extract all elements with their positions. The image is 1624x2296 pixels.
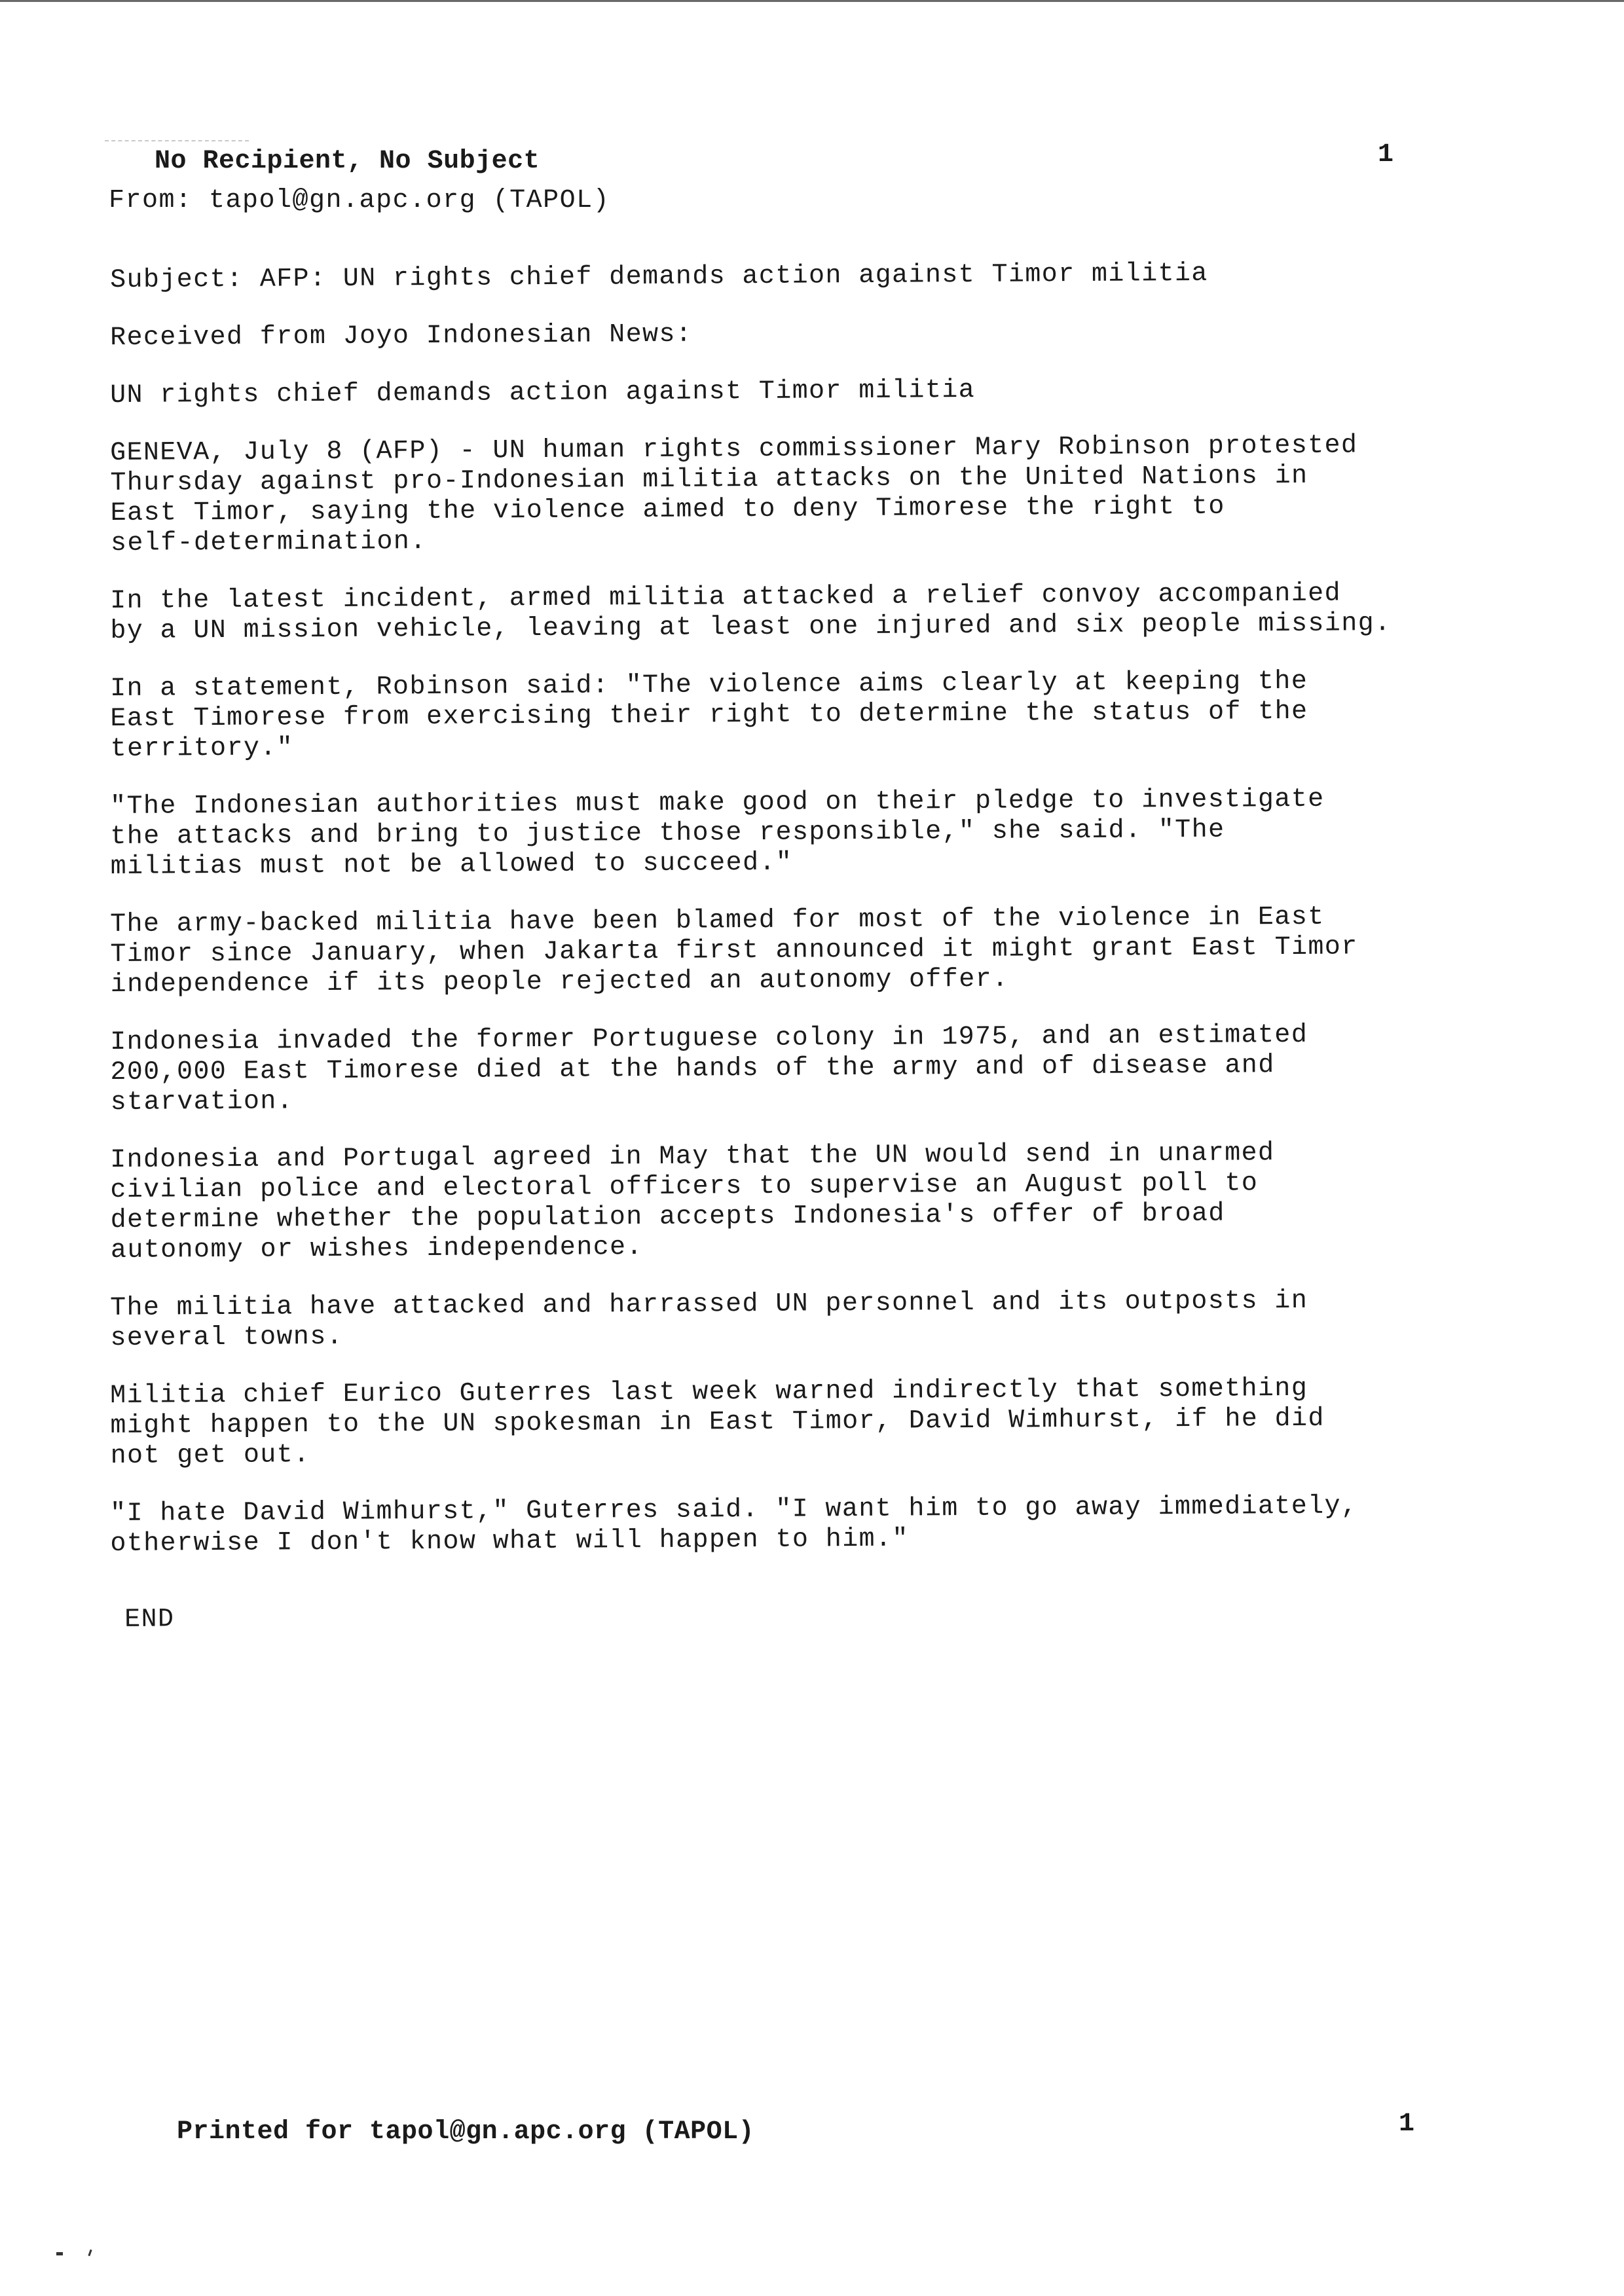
- end-marker: END: [124, 1605, 175, 1635]
- article-paragraph: In a statement, Robinson said: "The violence aims clearly at keeping the East Timorese from exercising their right to determine the status of the territory.": [110, 666, 1308, 764]
- footer-printed-for: Printed for tapol@gn.apc.org (TAPOL): [177, 2117, 755, 2147]
- article-paragraph: The army-backed militia have been blamed for most of the violence in East Timor since January, when Jakarta first announced it might grant East Timor independence if its people rejected an autonomy offer.: [110, 902, 1358, 1000]
- article-paragraph: "The Indonesian authorities must make good on their pledge to investigate the attacks and bring to justice those responsible," she said. "The militias must not be allowed to succeed.": [110, 784, 1325, 882]
- scan-specks: [56, 2252, 109, 2265]
- page-number-bottom: 1: [1399, 2109, 1415, 2139]
- received-from-line: Received from Joyo Indonesian News:: [110, 319, 693, 353]
- article-paragraph: In the latest incident, armed militia attacked a relief convoy accompanied by a UN mission vehicle, leaving at least one injured and six people missing.: [110, 579, 1392, 646]
- article-paragraph: "I hate David Wimhurst," Guterres said. "I want him to go away immediately, otherwise I don't know what will happen to him.": [110, 1491, 1358, 1559]
- article-paragraph: Indonesia and Portugal agreed in May that the UN would send in unarmed civilian police and electoral officers to supervise an August poll to determine whether the population accepts Indonesia's offer of broad autonomy or wishes independence.: [110, 1139, 1275, 1266]
- from-line: From: tapol@gn.apc.org (TAPOL): [109, 186, 610, 215]
- article-paragraph: The militia have attacked and harrassed UN personnel and its outposts in several towns.: [110, 1286, 1308, 1353]
- scan-speck: [88, 2250, 92, 2256]
- article-paragraph: Indonesia invaded the former Portuguese colony in 1975, and an estimated 200,000 East Timorese died at the hands of the army and of disease and starvation.: [110, 1020, 1308, 1118]
- scan-speck: [56, 2252, 63, 2255]
- faint-scan-mark: [105, 140, 249, 143]
- article-headline: UN rights chief demands action against Timor militia: [110, 375, 976, 410]
- scan-top-edge: [0, 0, 1624, 2]
- page-number-top: 1: [1378, 140, 1394, 170]
- article-paragraph: Militia chief Eurico Guterres last week warned indirectly that something might happen to the UN spokesman in East Timor, David Wimhurst, if he did not get out.: [110, 1374, 1325, 1471]
- subject-line: Subject: AFP: UN rights chief demands action against Timor militia: [110, 259, 1208, 295]
- header-title: No Recipient, No Subject: [155, 147, 540, 176]
- article-paragraph: GENEVA, July 8 (AFP) - UN human rights commissioner Mary Robinson protested Thursday against pro-Indonesian militia attacks on the United Nations in East Timor, saying the violence aimed to deny Timorese the right to self-determination.: [110, 431, 1358, 558]
- message-body: [110, 259, 1420, 1663]
